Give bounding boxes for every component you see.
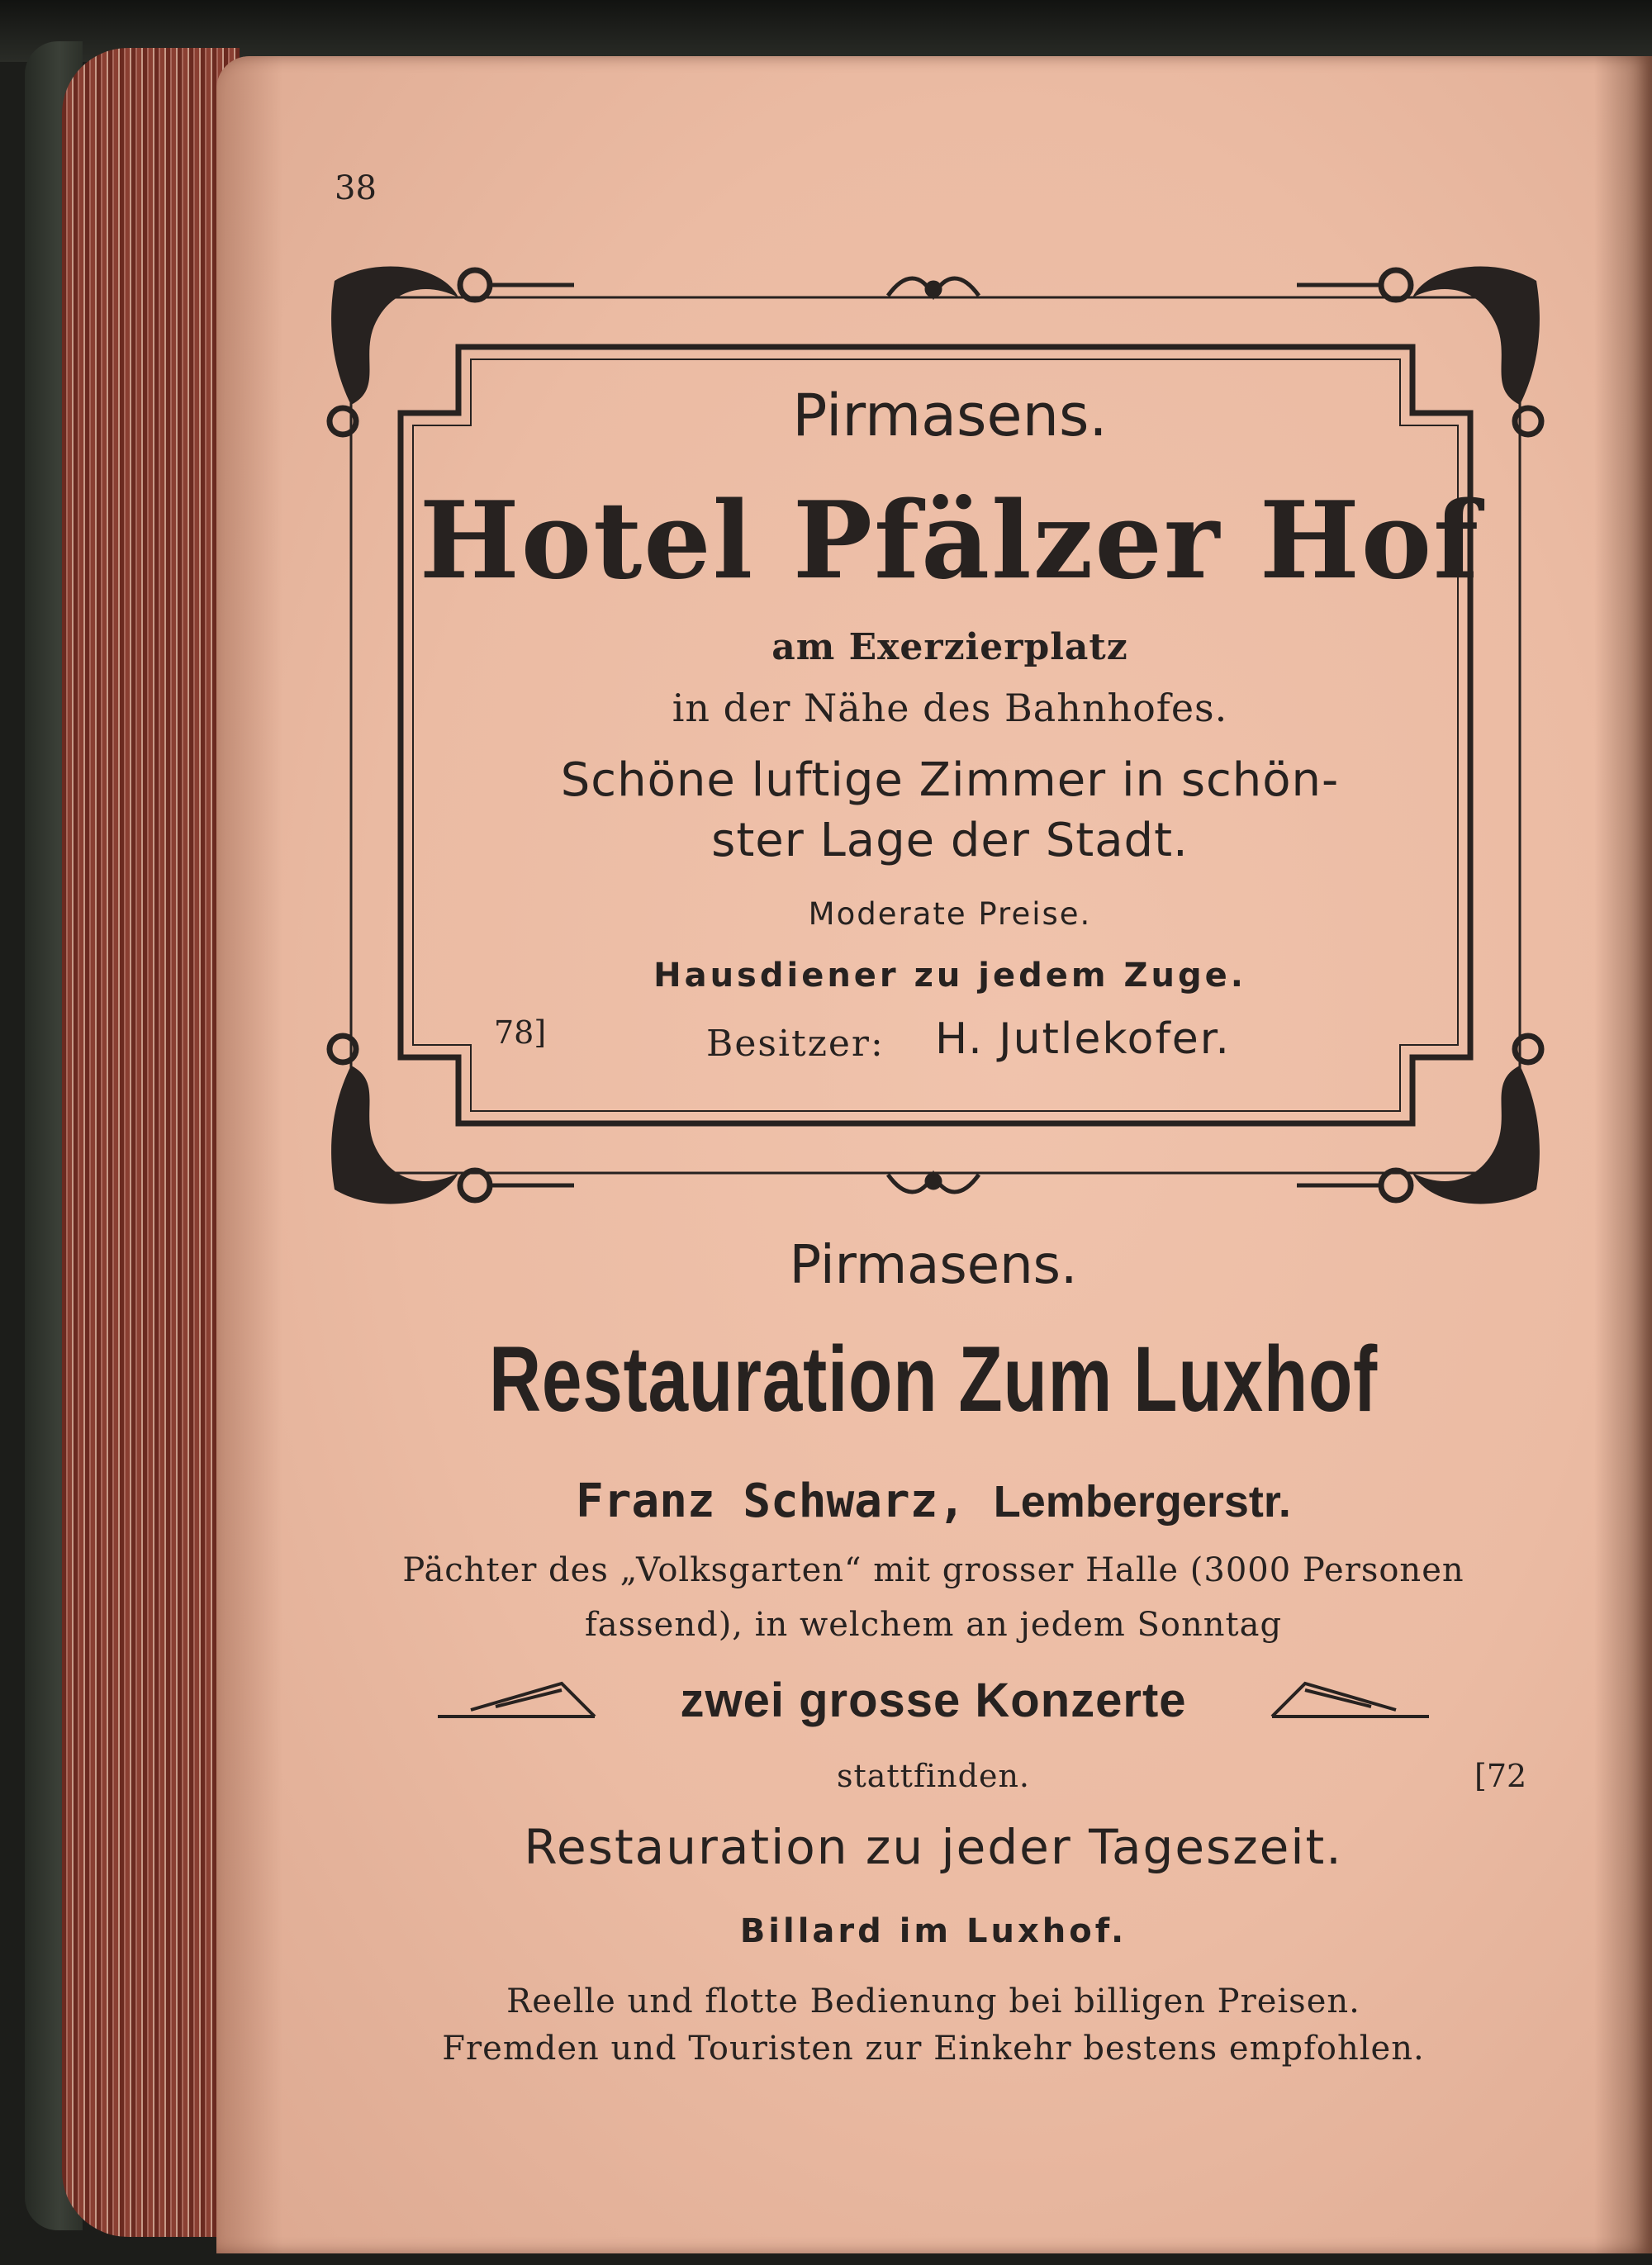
book-cover-top: [0, 0, 1652, 62]
flourish-top-center: [888, 278, 979, 296]
hotel-porter: Hausdiener zu jedem Zuge.: [653, 957, 1246, 995]
restaurant-service: Reelle und flotte Bedienung bei billigen Preisen.: [506, 1982, 1360, 2020]
restaurant-recommended: Fremden und Touristen zur Einkehr bestens empfohlen.: [442, 2030, 1425, 2068]
restaurant-ad-code: [72: [1474, 1758, 1527, 1794]
flourish-bottom-center: [888, 1175, 979, 1192]
restaurant-all-day: Restauration zu jeder Tageszeit.: [524, 1819, 1343, 1875]
hotel-ad-code: 78]: [494, 1014, 547, 1051]
hotel-prices: Moderate Preise.: [808, 896, 1092, 932]
restaurant-description-line2: fassend), in welchem an jedem Sonntag: [584, 1606, 1283, 1644]
corner-ornament-bottom-right: [1297, 1036, 1541, 1204]
hotel-owner-label: Besitzer:: [706, 1023, 885, 1065]
restaurant-street: Lembergerstr.: [993, 1477, 1291, 1527]
page-shadow: [216, 56, 282, 2253]
hotel-owner-name: H. Jutlekofer.: [935, 1014, 1231, 1064]
restaurant-billiards: Billard im Luxhof.: [739, 1912, 1127, 1950]
pointer-right-icon: [1264, 1677, 1429, 1726]
hotel-name: Hotel Pfälzer Hof: [419, 479, 1481, 603]
hotel-rooms-line1: Schöne luftige Zimmer in schön-: [560, 753, 1340, 807]
hotel-proximity: in der Nähe des Bahnhofes.: [672, 686, 1228, 730]
hotel-location: am Exerzierplatz: [771, 626, 1128, 668]
hotel-city: Pirmasens.: [792, 382, 1108, 449]
page-edges: [62, 48, 240, 2237]
restaurant-concerts: zwei grosse Konzerte: [680, 1674, 1187, 1727]
corner-ornament-bottom-left: [330, 1036, 574, 1204]
page-number: 38: [335, 169, 377, 207]
restaurant-proprietor: Franz Schwarz,: [576, 1474, 966, 1528]
restaurant-description-line1: Pächter des „Volksgarten“ mit grosser Halle (3000 Personen: [402, 1551, 1464, 1589]
restaurant-takes-place: stattfinden.: [836, 1758, 1031, 1794]
hotel-rooms-line2: ster Lage der Stadt.: [711, 814, 1189, 867]
page-gutter: [1594, 56, 1652, 2253]
restaurant-proprietor-line: [314, 1474, 1553, 1528]
restaurant-city: Pirmasens.: [789, 1235, 1078, 1296]
restaurant-name: Restauration Zum Luxhof: [489, 1327, 1378, 1431]
